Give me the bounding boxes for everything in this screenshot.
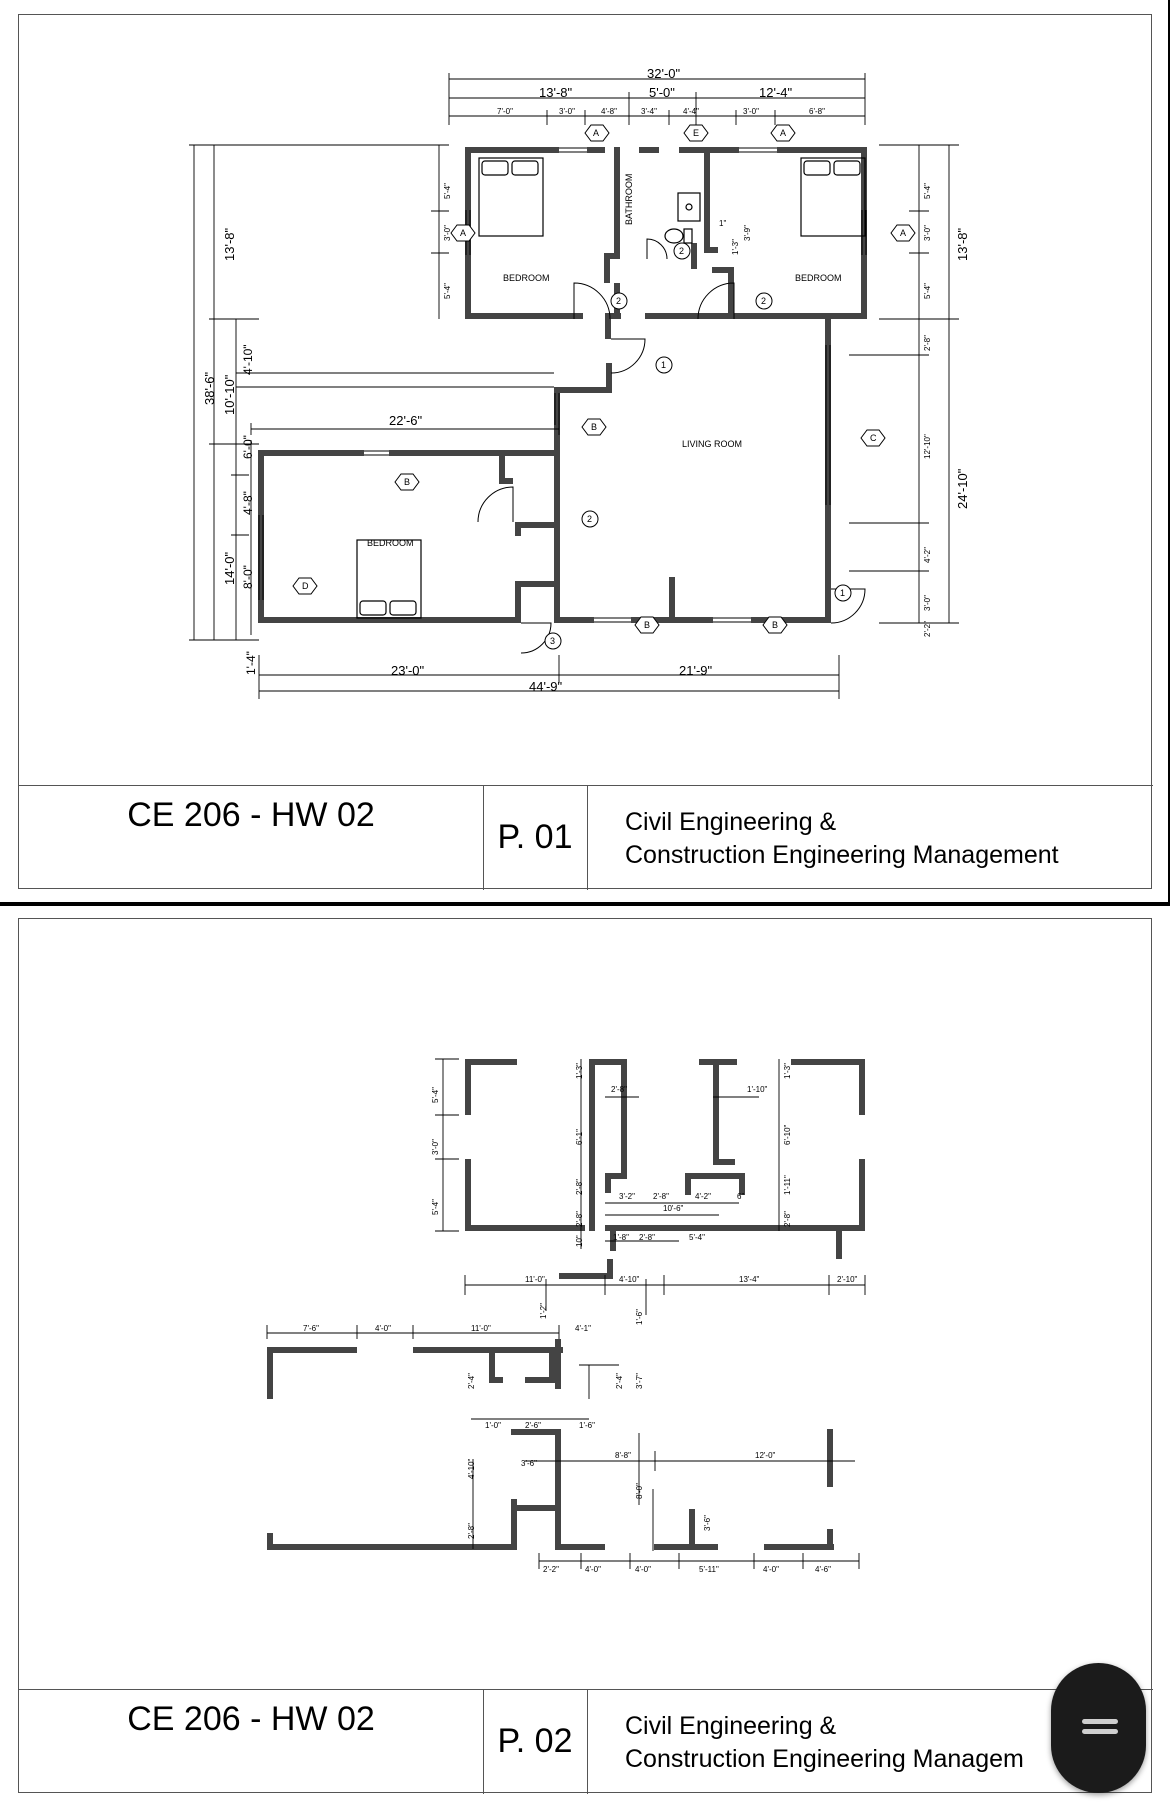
p2-dim-p1: 3'-6"	[521, 1459, 537, 1468]
sheet-page-2	[0, 904, 1170, 1806]
dim-left-upper: 13'-8"	[222, 227, 237, 261]
door-tag-2a: 2	[616, 296, 622, 306]
p2-dim-w1: 7'-6"	[303, 1324, 319, 1333]
dim-left-bottom: 1'-4"	[244, 651, 258, 675]
dim-top-seg2: 5'-0"	[649, 85, 675, 100]
dim-top-d3: 4'-8"	[601, 107, 617, 116]
dim-right-upper: 13'-8"	[955, 227, 970, 261]
room-bedroom-left: BEDROOM	[503, 273, 550, 283]
dim-right-b: 3'-0"	[923, 225, 932, 241]
department-line-1: Civil Engineering &	[625, 1712, 837, 1740]
p2-dim-c3: 4'-2"	[695, 1192, 711, 1201]
p2-dim-p7: 3'-6"	[703, 1515, 712, 1531]
dim-bath-b: 3'-9"	[743, 225, 752, 241]
course-title: CE 206 - HW 02	[127, 796, 375, 834]
p2-dim-n2: 2'-6"	[525, 1421, 541, 1430]
p2-dim-p4: 4'-10"	[467, 1458, 476, 1479]
title-block	[19, 1689, 1153, 1794]
title-block-page-cell	[483, 1690, 588, 1794]
p2-dim-l3: 5'-4"	[431, 1199, 440, 1215]
dim-bottom-inner: 22'-6"	[389, 413, 423, 428]
p2-dim-t2: 1'-10"	[747, 1085, 768, 1094]
page-number: P. 01	[497, 818, 573, 856]
door-tag-2d: 2	[587, 514, 593, 524]
department-line-2: Construction Engineering Managem	[625, 1745, 1024, 1773]
p2-dim-l2: 3'-0"	[431, 1139, 440, 1155]
p2-dim-p5: 2'-8"	[467, 1523, 476, 1539]
p2-dim-b5: 4'-0"	[763, 1565, 779, 1574]
tag-a-1: A	[593, 128, 600, 138]
tag-d: D	[302, 581, 309, 591]
dimension-lines	[189, 73, 959, 699]
dim-top-d6: 3'-0"	[743, 107, 759, 116]
p2-dim-m1: 1'-3"	[575, 1063, 584, 1079]
p2-dim-l1: 5'-4"	[431, 1087, 440, 1103]
p2-dim-b1: 2'-2"	[543, 1565, 559, 1574]
dim-right-c: 5'-4"	[923, 283, 932, 299]
tag-c: C	[870, 433, 877, 443]
department-name	[625, 806, 1059, 872]
p2-dim-p3: 12'-0"	[755, 1451, 776, 1460]
dim-top-d1: 7'-0"	[497, 107, 513, 116]
sheet-border	[18, 14, 1152, 889]
p2-dim-b4: 5'-11"	[699, 1565, 719, 1574]
title-block-course-cell	[19, 786, 484, 890]
walls	[267, 1059, 865, 1550]
tag-b-3: B	[644, 620, 651, 630]
dim-left-a: 5'-4"	[443, 183, 452, 199]
door-tag-1a: 1	[661, 360, 667, 370]
p2-dim-r2: 6'-10"	[783, 1124, 792, 1145]
p2-dim-h2: 4'-10"	[619, 1275, 640, 1284]
dim-left-f: 4'-8"	[241, 491, 255, 515]
p2-dim-m2: 6'-1"	[575, 1129, 584, 1145]
dim-bath-a: 1"	[719, 219, 727, 228]
dim-top-overall: 32'-0"	[647, 66, 681, 81]
dim-right-a: 5'-4"	[923, 183, 932, 199]
walls	[258, 147, 867, 623]
p2-dim-c5: 10'-6"	[663, 1204, 684, 1213]
dim-top-seg1: 13'-8"	[539, 85, 573, 100]
tag-b-1: B	[591, 422, 598, 432]
p2-dim-w4: 4'-1"	[575, 1324, 591, 1333]
dim-right-lower: 24'-10"	[955, 468, 970, 509]
dim-top-d7: 6'-8"	[809, 107, 825, 116]
p2-dim-p6: 8'-0"	[635, 1483, 644, 1499]
door-tag-3: 3	[550, 636, 556, 646]
department-line-2: Construction Engineering Management	[625, 841, 1059, 869]
p2-dim-c2: 2'-8"	[653, 1192, 669, 1201]
p2-dim-n3: 1'-6"	[579, 1421, 595, 1430]
dim-right-f: 4'-2"	[923, 547, 932, 563]
p2-dim-v2: 1'-6"	[635, 1309, 644, 1325]
p2-dim-p2: 8'-8"	[615, 1451, 631, 1460]
p2-dim-v1: 1'-2"	[539, 1303, 548, 1319]
dim-top-d5: 4'-4"	[683, 107, 699, 116]
door-tag-1b: 1	[840, 588, 846, 598]
dim-left-d: 4'-10"	[241, 344, 255, 375]
dim-top-seg3: 12'-4"	[759, 85, 793, 100]
dim-left-overall: 38'-6"	[202, 371, 217, 405]
dim-top-d2: 3'-0"	[559, 107, 575, 116]
p2-dim-m4: 2'-8"	[575, 1211, 584, 1227]
p2-dim-s1: 2'-4"	[467, 1373, 476, 1389]
dim-right-d: 2'-8"	[923, 335, 932, 351]
p2-dim-b2: 4'-0"	[585, 1565, 601, 1574]
menu-icon	[1082, 1719, 1118, 1724]
door-tag-2b: 2	[761, 296, 767, 306]
dim-left-lower: 14'-0"	[222, 551, 237, 585]
p2-dim-k1: 1'-8"	[613, 1233, 629, 1242]
p2-dim-m5: 10"	[575, 1235, 584, 1247]
floor-plan-drawing	[19, 15, 1153, 785]
p2-dim-t1: 2'-8"	[611, 1085, 627, 1094]
dim-left-c: 5'-4"	[443, 283, 452, 299]
windows	[259, 148, 866, 622]
title-block-course-cell	[19, 1690, 484, 1794]
room-living: LIVING ROOM	[682, 439, 743, 449]
dimension-lines	[267, 1059, 865, 1569]
p2-dim-b6: 4'-6"	[815, 1565, 831, 1574]
p2-dim-c1: 3'-2"	[619, 1192, 635, 1201]
dim-right-e: 12'-10"	[923, 434, 932, 459]
dim-bottom-overall: 44'-9"	[529, 679, 563, 694]
p2-dim-k3: 5'-4"	[689, 1233, 705, 1242]
tag-e: E	[693, 128, 700, 138]
dim-left-g: 8'-0"	[241, 565, 255, 589]
p2-dim-h1: 11'-0"	[525, 1275, 545, 1284]
room-bedroom-bottom: BEDROOM	[367, 538, 414, 548]
p2-dim-m3: 2'-8"	[575, 1179, 584, 1195]
room-bedroom-right: BEDROOM	[795, 273, 842, 283]
menu-fab-button[interactable]	[1051, 1663, 1146, 1793]
p2-dim-w2: 4'-0"	[375, 1324, 391, 1333]
tag-a-2: A	[780, 128, 787, 138]
p2-dim-r1: 1'-3"	[783, 1063, 792, 1079]
dim-top-d4: 3'-4"	[641, 107, 657, 116]
dim-left-b: 3'-0"	[443, 225, 452, 241]
p2-dim-r3: 1'-11"	[783, 1175, 792, 1195]
tag-a-4: A	[900, 228, 907, 238]
dim-bottom-left: 23'-0"	[391, 663, 425, 678]
p2-dim-r4: 2'-8"	[783, 1211, 792, 1227]
room-bathroom: BATHROOM	[624, 173, 634, 225]
p2-dim-c4: 6"	[737, 1192, 745, 1201]
p2-dim-h4: 2'-10"	[837, 1275, 858, 1284]
p2-dim-n1: 1'-0"	[485, 1421, 501, 1430]
menu-icon-bar	[1082, 1729, 1118, 1734]
p2-dim-w3: 11'-0"	[471, 1324, 491, 1333]
dim-left-e: 6'-0"	[241, 435, 255, 459]
course-title: CE 206 - HW 02	[127, 1700, 375, 1738]
dim-right-g: 3'-0"	[923, 595, 932, 611]
dim-bath-c: 1'-3"	[731, 239, 740, 255]
title-block-page-cell	[483, 786, 588, 890]
tag-b-4: B	[772, 620, 779, 630]
p2-dim-k2: 2'-8"	[639, 1233, 655, 1242]
title-block	[19, 785, 1153, 890]
dim-bottom-right: 21'-9"	[679, 663, 713, 678]
tag-a-3: A	[460, 228, 467, 238]
p2-dim-h3: 13'-4"	[739, 1275, 760, 1284]
sheet-border	[18, 918, 1152, 1793]
page-number: P. 02	[497, 1722, 573, 1760]
department-line-1: Civil Engineering &	[625, 808, 837, 836]
window-tags	[293, 125, 915, 633]
p2-dim-s3: 3'-7"	[635, 1373, 644, 1389]
tag-b-2: B	[404, 477, 411, 487]
dim-right-h: 2'-2"	[923, 621, 932, 637]
dim-left-mid: 10'-10"	[222, 374, 237, 415]
p2-dim-s2: 2'-4"	[615, 1373, 624, 1389]
p2-dim-b3: 4'-0"	[635, 1565, 651, 1574]
door-tag-2c: 2	[679, 246, 685, 256]
department-name	[625, 1710, 1024, 1776]
